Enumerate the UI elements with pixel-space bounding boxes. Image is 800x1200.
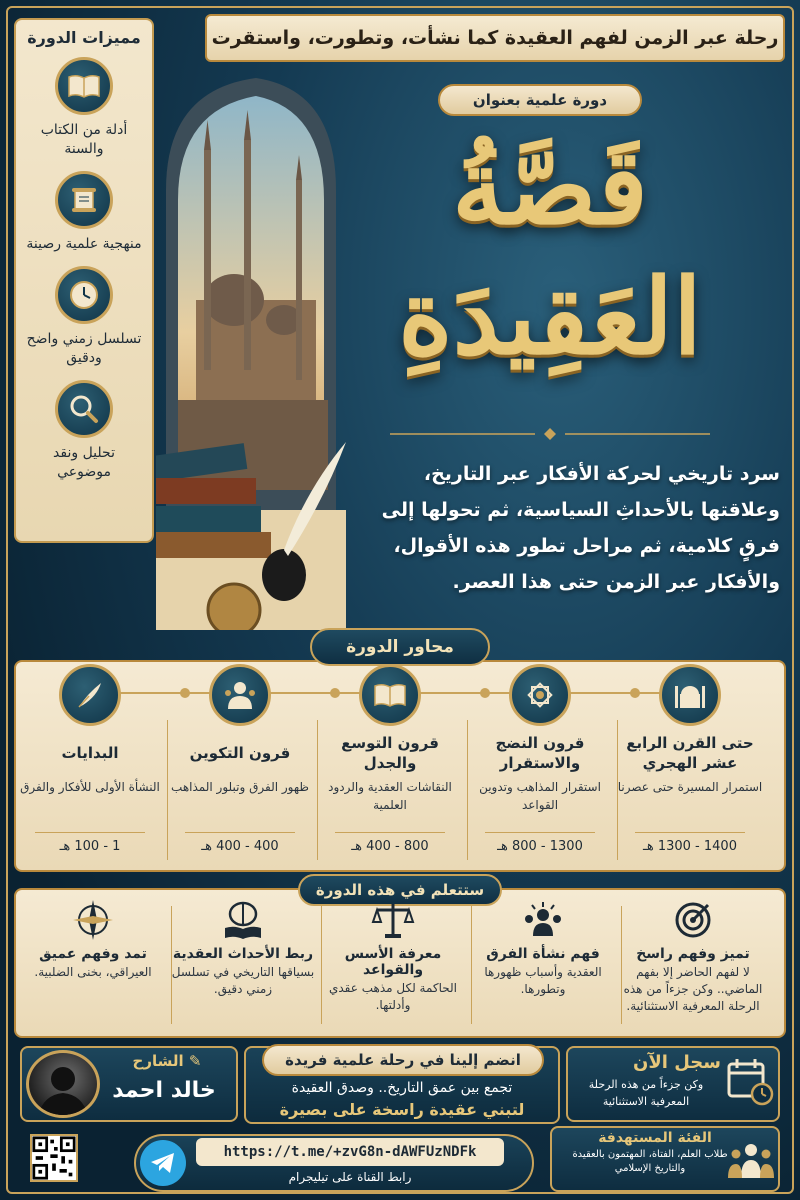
presenter-avatar [26,1050,100,1118]
feature-item [24,57,144,159]
axis-title: قرون النضج والاستقرار [495,734,585,772]
axis-range: 1400 - 1300 هـ [643,839,737,854]
timeline-dot [330,688,340,698]
presenter-label-text: الشارح [132,1052,184,1070]
compass-icon [66,896,120,944]
mosque-icon [659,664,721,726]
axis-separator [635,832,745,833]
axis-divider [317,720,318,860]
telegram-caption: رابط القناة على تيليجرام [288,1170,412,1184]
features-panel [14,18,154,543]
axis-desc: ظهور الفرق وتبلور المذاهب [171,780,309,794]
axis-desc: النشأة الأولى للأفكار والفرق [20,780,160,794]
axis-divider [467,720,468,860]
feature-item [24,266,144,368]
magnifier-icon [55,380,113,438]
features-title: مميزات الدورة [27,28,141,47]
axis-desc: استمرار المسيرة حتى عصرنا [617,780,763,794]
learn-card [20,896,166,1036]
axis-separator [35,832,145,833]
calendar-clock-icon [726,1056,774,1106]
register-title[interactable]: سجل الآن [633,1052,721,1073]
course-subtitle-text: دورة علمية بعنوان [472,91,608,109]
learn-divider [471,906,472,1024]
course-title-line2: العَقِيدَةِ [398,255,702,378]
telegram-link[interactable]: https://t.me/+zvG8n-dAWFUzNDFk [196,1138,504,1166]
learn-item-desc: لا لفهم الحاضر إلا بفهم الماضي.. وكن جزءاً من هذه الرحلة المعرفية الاستثنائية. [623,965,763,1013]
axis-title: البدايات [61,744,119,762]
axis-separator [185,832,295,833]
axis-title: قرون التوسع والجدل [341,734,439,772]
axis-divider [167,720,168,860]
timeline-dot [630,688,640,698]
axis-range: 1 - 100 هـ [59,839,121,854]
timeline-dot [480,688,490,698]
learn-item-desc: العقدية وأسباب ظهورها وتطورها. [484,965,602,996]
group-icon [516,896,570,944]
learn-item-desc: الحاكمة لكل مذهب عقدي وأدلتها. [328,981,458,1012]
course-subtitle [438,84,642,116]
join-line1: تجمع بين عمق التاريخ.. وصدق العقيدة [291,1080,513,1096]
star-emblem-icon [509,664,571,726]
axes-title [310,628,490,666]
telegram-icon[interactable] [140,1140,186,1186]
scholar-icon [209,664,271,726]
brain-book-icon [216,896,270,944]
axes-title-text: محاور الدورة [346,637,454,657]
scroll-icon [55,171,113,229]
scales-icon [366,896,420,944]
feature-label: منهجية علمية رصينة [26,236,142,252]
open-book-icon [359,664,421,726]
learn-item-title: تميز وفهم راسخ [636,946,750,962]
register-desc: وكن جزءاً من هذه الرحلة المعرفية الاستثنائية [588,1078,704,1108]
quill-icon [59,664,121,726]
timeline-dot [180,688,190,698]
axis-range: 400 - 400 هـ [201,839,279,854]
learn-item-title: تمد وفهم عميق [39,946,147,962]
presenter-label [112,1052,222,1070]
feature-label: تسلسل زمني واضح ودقيق [26,331,142,366]
audience-desc: طلاب العلم، الفتاة، المهتمون بالعقيدة والتاريخ الإسلامي [572,1149,728,1174]
target-icon [666,896,720,944]
open-book-icon [55,57,113,115]
learn-divider [321,906,322,1024]
axis-desc: استقرار المذاهب وتدوين القواعد [479,780,601,812]
axis-desc: النقاشات العقدية والردود العلمية [328,780,452,812]
learn-card [620,896,766,1036]
pen-icon: ✎ [188,1052,202,1070]
axis-title: قرون التكوين [189,744,291,762]
presenter-name: خالد احمد [112,1078,216,1103]
clock-icon [55,266,113,324]
title-divider-ornament [390,428,710,440]
mosque-scene-illustration [156,70,346,630]
course-title-line1: قَصَّةُ [452,125,648,248]
learn-divider [621,906,622,1024]
audience-title: الفئة المستهدفة [598,1130,712,1146]
audience-group-icon [728,1140,774,1180]
course-title [330,122,770,382]
axis-separator [485,832,595,833]
feature-item [24,171,144,254]
feature-label: أدلة من الكتاب والسنة [40,122,128,157]
feature-label: تحليل ونقد موضوعي [53,445,115,480]
learn-divider [171,906,172,1024]
axis-separator [335,832,445,833]
axis-range: 1300 - 800 هـ [497,839,583,854]
learn-item-title: معرفة الأسس والقواعد [344,946,442,978]
learn-title-text: ستتعلم في هذه الدورة [315,881,485,899]
qr-code[interactable] [30,1134,78,1182]
course-description: سرد تاريخي لحركة الأفكار عبر التاريخ، وعلاقتها بالأحداثِ السياسية، ثم تحولها إلى فرقٍ كلامية، ثم مراحل تطور هذه الأقوال، والأفكار عبر الزمن حتى هذا العصر. [381,463,780,593]
axis-range: 800 - 400 هـ [351,839,429,854]
top-banner-text: رحلة عبر الزمن لفهم العقيدة كما نشأت، وتطورت، واستقرت [211,27,779,49]
learn-card [470,896,616,1036]
join-title [262,1044,544,1076]
learn-item-title: فهم نشأة الفرق [486,946,600,962]
axis-divider [617,720,618,860]
join-line2: لتبني عقيدة راسخة على بصيرة [279,1100,525,1119]
learn-card [170,896,316,1036]
learn-item-desc: بسياقها التاريخي في تسلسل زمني دقيق. [171,965,315,996]
learn-card [320,896,466,1036]
axis-title: حتى القرن الرابع عشر الهجري [626,734,754,772]
top-banner [205,14,785,62]
axis-card [16,664,164,868]
feature-item [24,380,144,482]
learn-item-title: ربط الأحداث العقدية [172,946,314,962]
join-title-text: انضم إلينا في رحلة علمية فريدة [285,1051,521,1069]
learn-item-desc: العيراقي، بخنى الضلبية. [34,965,152,979]
